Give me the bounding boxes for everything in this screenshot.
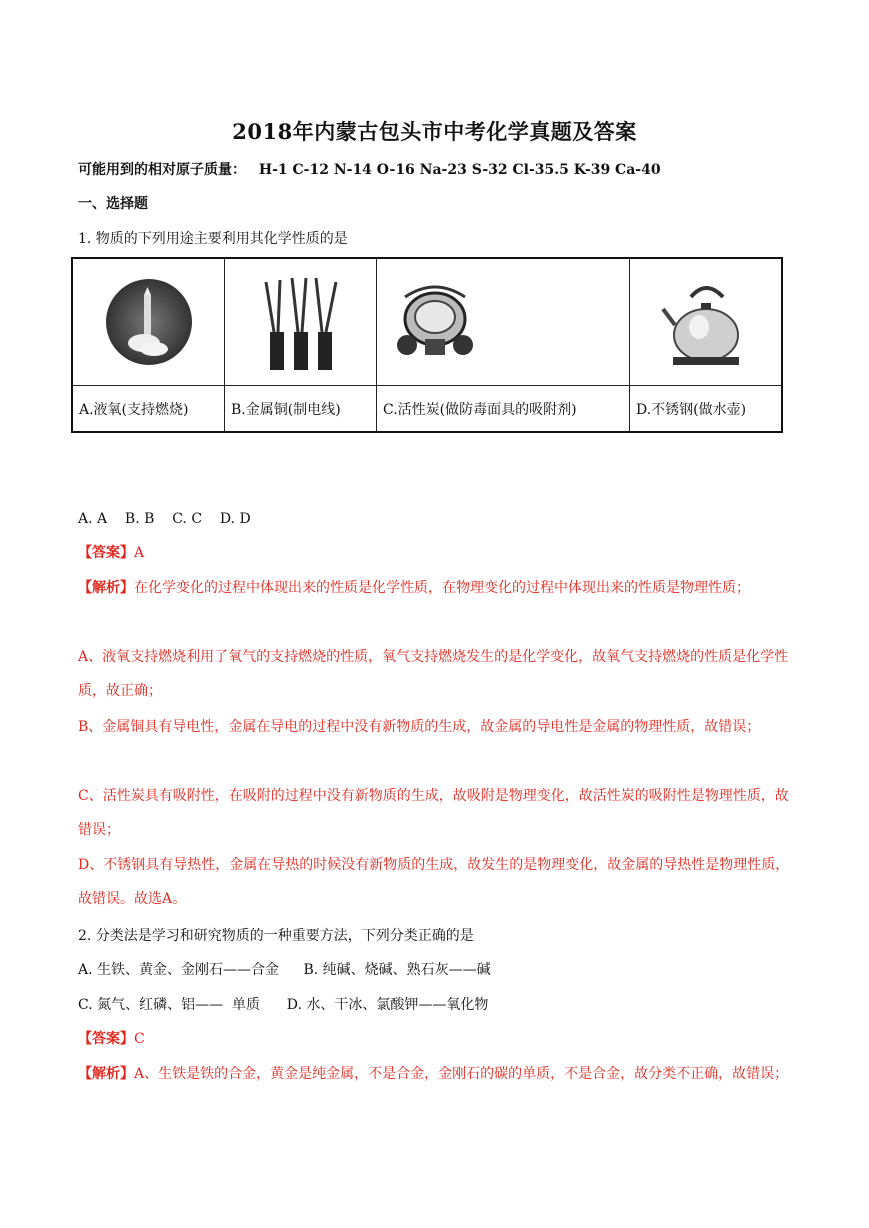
q1-options: A. A B. B C. C D. D — [78, 511, 251, 527]
copper-wire-image-cell — [225, 258, 377, 386]
gas-mask-image — [385, 277, 495, 367]
section-heading: 一、选择题 — [78, 196, 148, 212]
q1-caption-c: C.活性炭(做防毒面具的吸附剂) — [377, 386, 630, 433]
q2-options-cd — [78, 995, 793, 1015]
copper-wire-image — [256, 272, 346, 372]
q1-analysis-intro — [78, 571, 793, 605]
analysis-tag: 【解析】 — [78, 1066, 134, 1082]
q1-caption-b: B.金属铜(制电线) — [225, 386, 377, 433]
q1-analysis-b: B、金属铜具有导电性，金属在导电的过程中没有新物质的生成，故金属的导电性是金属的物理性质，故错误； — [78, 719, 761, 735]
q2-option-c: C. 氮气、红磷、铝—— 单质 — [78, 997, 261, 1013]
page-title: 2018年内蒙古包头市中考化学真题及答案 — [232, 119, 637, 144]
q2-option-b: B. 纯碱、烧碱、熟石灰——碱 — [303, 962, 491, 978]
atomic-mass-values: H-1 C-12 N-14 O-16 Na-23 S-32 Cl-35.5 K-39 Ca-40 — [258, 162, 661, 178]
q2-analysis — [78, 1057, 793, 1091]
analysis-text: 在化学变化的过程中体现出来的性质是化学性质，在物理变化的过程中体现出来的性质是物理性质； — [134, 580, 750, 596]
answer-value: C — [134, 1031, 145, 1047]
gas-mask-image-cell — [377, 258, 630, 386]
q1-stem: 1. 物质的下列用途主要利用其化学性质的是 — [78, 231, 348, 247]
atomic-mass-line — [78, 160, 793, 180]
q1-caption-d: D.不锈钢(做水壶) — [630, 386, 783, 433]
q1-table — [71, 257, 783, 433]
steel-kettle-image — [661, 275, 751, 370]
answer-tag: 【答案】 — [78, 545, 134, 561]
rocket-image-cell — [72, 258, 225, 386]
answer-value: A — [134, 545, 145, 561]
q2-stem: 2. 分类法是学习和研究物质的一种重要方法，下列分类正确的是 — [78, 928, 474, 944]
q2-options-ab — [78, 960, 793, 980]
analysis-tag: 【解析】 — [78, 580, 134, 596]
q1-caption-a: A.液氧(支持燃烧) — [72, 386, 225, 433]
kettle-image-cell — [630, 258, 783, 386]
answer-tag: 【答案】 — [78, 1031, 134, 1047]
rocket-launch-image — [104, 277, 194, 367]
q2-answer — [78, 1029, 793, 1049]
analysis-text: A、生铁是铁的合金，黄金是纯金属，不是合金，金刚石的碳的单质，不是合金，故分类不正确，故错误； — [134, 1066, 789, 1082]
q1-analysis-d: D、不锈钢具有导热性，金属在导热的时候没有新物质的生成，故发生的是物理变化，故金属的导热性是物理性质，故错误。故选A。 — [78, 857, 790, 907]
q2-option-d: D. 水、干冰、氯酸钾——氧化物 — [286, 997, 489, 1013]
q1-answer — [78, 543, 793, 563]
q1-analysis-a: A、液氧支持燃烧利用了氧气的支持燃烧的性质，氧气支持燃烧发生的是化学变化，故氧气支持燃烧的性质是化学性质，故正确； — [78, 649, 789, 699]
q1-analysis-c: C、活性炭具有吸附性，在吸附的过程中没有新物质的生成，故吸附是物理变化，故活性炭的吸附性是物理性质，故错误； — [78, 788, 789, 838]
atomic-mass-label: 可能用到的相对原子质量： — [78, 162, 246, 178]
q2-option-a: A. 生铁、黄金、金刚石——合金 — [78, 962, 280, 978]
